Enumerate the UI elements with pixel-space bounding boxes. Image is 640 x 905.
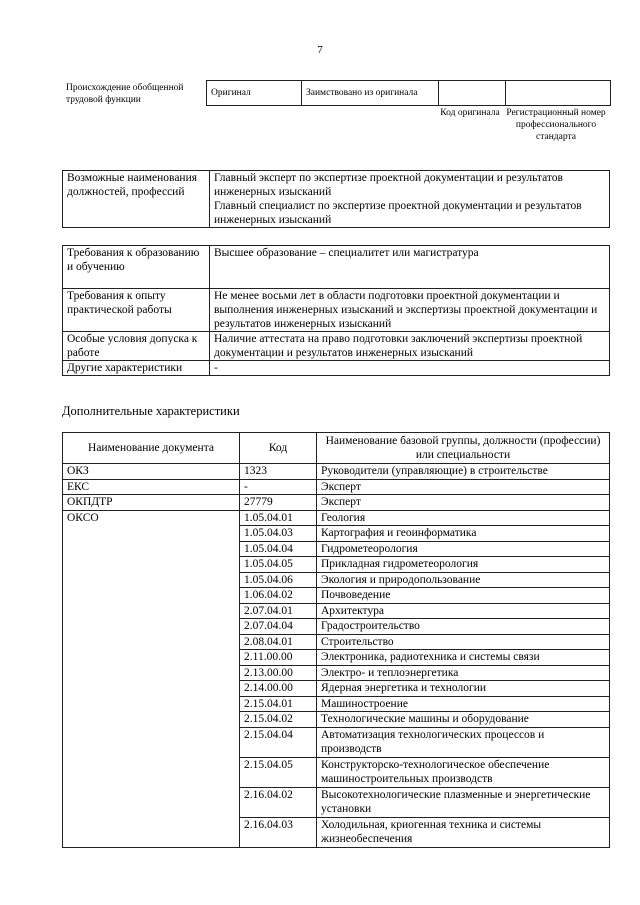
requirement-row [63, 289, 610, 332]
okso-name: Автоматизация технологических процессов и производств [317, 727, 610, 757]
okso-code: 1.05.04.03 [240, 526, 317, 542]
table-row [63, 479, 610, 495]
requirement-value: Не менее восьми лет в области подготовки проектной документации и выполнения инженерных изысканий и экспертизы проектной документации и результатов инженерных изысканий [210, 289, 610, 332]
okso-name: Конструкторско-технологическое обеспечение машиностроительных производств [317, 757, 610, 787]
okso-label: ОКСО [63, 510, 240, 847]
okso-code: 2.08.04.01 [240, 634, 317, 650]
requirement-row [63, 246, 610, 289]
page-number: 7 [317, 44, 323, 56]
okso-name: Машиностроение [317, 696, 610, 712]
positions-label: Возможные наименования должностей, профессий [63, 171, 210, 228]
okso-name: Архитектура [317, 603, 610, 619]
requirement-value: Наличие аттестата на право подготовки заключений экспертизы проектной документации и результатов инженерных изысканий [210, 332, 610, 361]
requirement-row [63, 361, 610, 376]
okso-code: 2.14.00.00 [240, 681, 317, 697]
okso-code: 2.11.00.00 [240, 650, 317, 666]
origin-label: Происхождение обобщенной трудовой функции [66, 83, 184, 105]
okso-code: 2.16.04.02 [240, 787, 317, 817]
code-cell: - [240, 479, 317, 495]
name-cell: Руководители (управляющие) в строительстве [317, 464, 610, 480]
okso-code: 1.05.04.04 [240, 541, 317, 557]
col-doc-header: Наименование документа [63, 433, 240, 464]
position-1: Главный эксперт по экспертизе проектной документации и результатов инженерных изысканий [214, 172, 563, 198]
okso-code: 2.16.04.03 [240, 817, 317, 847]
okso-name: Электроника, радиотехника и системы связи [317, 650, 610, 666]
requirement-label: Другие характеристики [63, 361, 210, 376]
okso-name: Почвоведение [317, 588, 610, 604]
col-code-header: Код [240, 433, 317, 464]
okso-row [63, 510, 610, 526]
okso-name: Строительство [317, 634, 610, 650]
requirement-row [63, 332, 610, 361]
requirement-label: Требования к образованию и обучению [63, 246, 210, 289]
okso-code: 2.15.04.04 [240, 727, 317, 757]
positions-value [210, 171, 610, 228]
doc-cell: ОКПДТР [63, 495, 240, 511]
okso-code: 2.07.04.04 [240, 619, 317, 635]
name-cell: Эксперт [317, 479, 610, 495]
okso-name: Ядерная энергетика и технологии [317, 681, 610, 697]
okso-code: 1.05.04.05 [240, 557, 317, 573]
reg-caption: Регистрационный номер профессионального стандарта [506, 108, 606, 142]
okso-name: Технологические машины и оборудование [317, 712, 610, 728]
okso-code: 1.05.04.01 [240, 510, 317, 526]
requirement-label: Особые условия допуска к работе [63, 332, 210, 361]
requirement-label: Требования к опыту практической работы [63, 289, 210, 332]
code-cell: 27779 [240, 495, 317, 511]
col-name-header: Наименование базовой группы, должности (профессии) или специальности [317, 433, 610, 464]
origin-reg-cell [506, 81, 611, 106]
doc-cell: ЕКС [63, 479, 240, 495]
okso-code: 1.06.04.02 [240, 588, 317, 604]
table-row [63, 464, 610, 480]
code-caption: Код оригинала [440, 108, 500, 118]
requirements-table [62, 245, 610, 376]
header-row [63, 433, 610, 464]
position-2: Главный специалист по экспертизе проектной документации и результатов инженерных изысканий [214, 200, 582, 226]
table-row [63, 495, 610, 511]
code-cell: 1323 [240, 464, 317, 480]
requirement-value: Высшее образование – специалитет или магистратура [210, 246, 610, 289]
okso-name: Гидрометеорология [317, 541, 610, 557]
origin-original-cell: Оригинал [207, 81, 302, 106]
okso-name: Геология [317, 510, 610, 526]
origin-table [206, 80, 611, 106]
okso-code: 2.15.04.02 [240, 712, 317, 728]
okso-code: 2.07.04.01 [240, 603, 317, 619]
okso-name: Холодильная, криогенная техника и системы жизнеобеспечения [317, 817, 610, 847]
okso-name: Высокотехнологические плазменные и энергетические установки [317, 787, 610, 817]
section-heading: Дополнительные характеристики [62, 404, 240, 418]
okso-code: 1.05.04.06 [240, 572, 317, 588]
doc-cell: ОКЗ [63, 464, 240, 480]
name-cell: Эксперт [317, 495, 610, 511]
requirement-value: - [210, 361, 610, 376]
okso-code: 2.13.00.00 [240, 665, 317, 681]
okso-name: Электро- и теплоэнергетика [317, 665, 610, 681]
origin-code-cell [439, 81, 506, 106]
okso-name: Прикладная гидрометеорология [317, 557, 610, 573]
okso-code: 2.15.04.05 [240, 757, 317, 787]
additional-table [62, 432, 610, 848]
okso-code: 2.15.04.01 [240, 696, 317, 712]
okso-name: Градостроительство [317, 619, 610, 635]
origin-borrowed-cell: Заимствовано из оригинала [302, 81, 439, 106]
okso-name: Картография и геоинформатика [317, 526, 610, 542]
okso-name: Экология и природопользование [317, 572, 610, 588]
positions-table [62, 170, 610, 228]
